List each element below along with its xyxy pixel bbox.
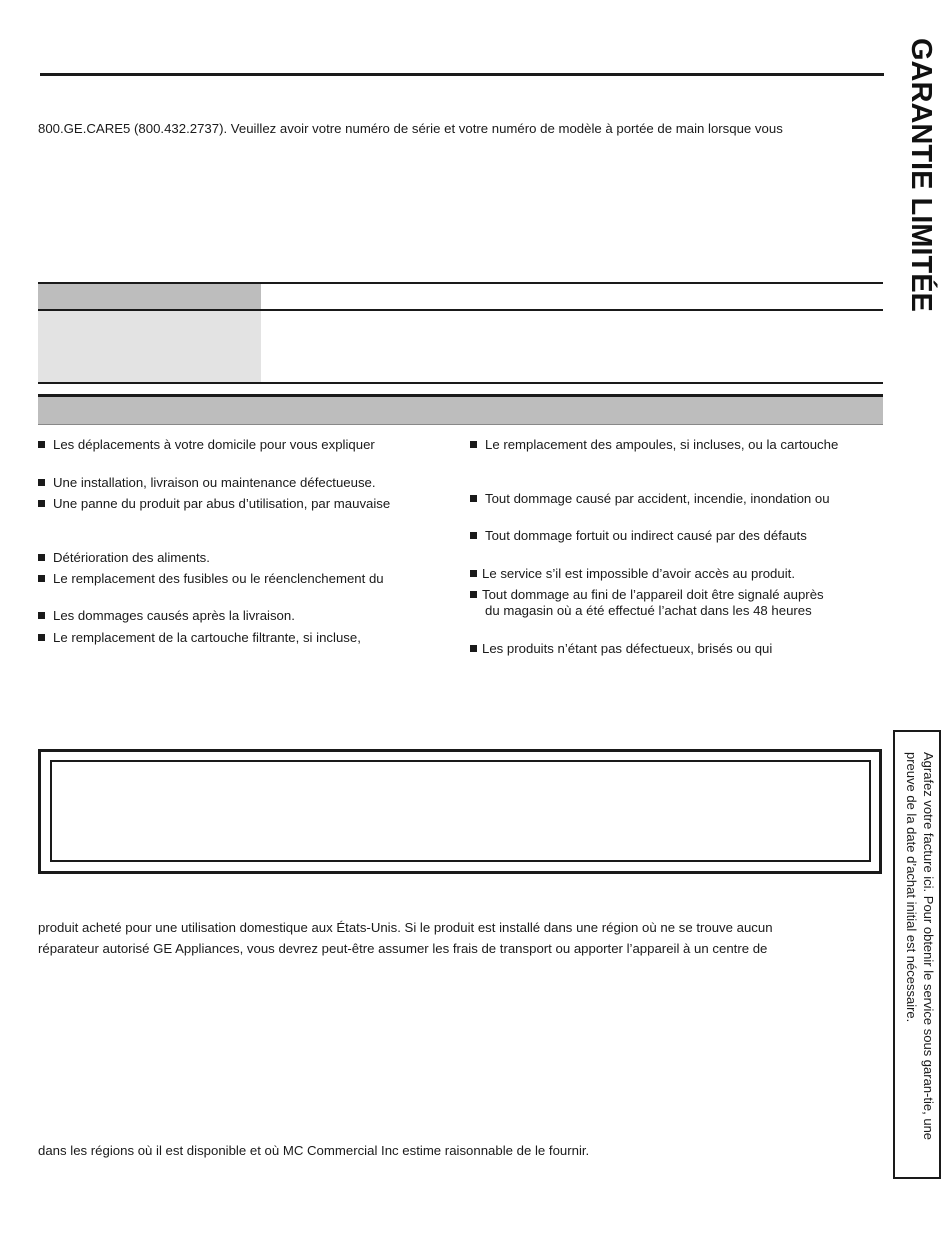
bullet-square-icon [38, 554, 45, 561]
bullet-square-icon [38, 575, 45, 582]
table-period-cell [38, 311, 261, 382]
bullet-square-icon [470, 495, 477, 502]
bullet-square-icon [38, 612, 45, 619]
top-rule [40, 73, 884, 76]
bullet-square-icon [38, 441, 45, 448]
exclusion-item: Les produits n’étant pas défectueux, brisés ou qui [470, 641, 772, 657]
exclusion-item: Tout dommage fortuit ou indirect causé par des défauts [470, 528, 807, 544]
exclusion-item: Tout dommage causé par accident, incendie, inondation ou [470, 491, 830, 507]
exclusions-header-bar [38, 397, 883, 424]
exclusions-header-bottom-rule [38, 424, 883, 425]
exclusion-item: Les dommages causés après la livraison. [38, 608, 295, 624]
staple-receipt-note: Agrafez votre facture ici. Pour obtenir le service sous garan-tie, une preuve de la date d’achat initial est nécessaire. [904, 752, 936, 1141]
bullet-square-icon [470, 570, 477, 577]
bullet-square-icon [470, 645, 477, 652]
intro-text: 800.GE.CARE5 (800.432.2737). Veuillez avoir votre numéro de série et votre numéro de modèle à portée de main lorsque vous [38, 121, 783, 136]
notice-box-inner [50, 760, 871, 862]
closing-text: dans les régions où il est disponible et où MC Commercial Inc estime raisonnable de le fournir. [38, 1143, 590, 1158]
bullet-square-icon [470, 591, 477, 598]
bullet-square-icon [38, 500, 45, 507]
exclusion-item: Le remplacement des fusibles ou le réenclenchement du [38, 571, 384, 587]
exclusion-item: Le remplacement des ampoules, si incluses, ou la cartouche [470, 437, 838, 453]
exclusion-item: Tout dommage au fini de l’appareil doit être signalé auprès du magasin où a été effectué l’achat dans les 48 heures [470, 587, 824, 619]
table-bottom-rule [38, 382, 883, 384]
exclusion-item: Détérioration des aliments. [38, 550, 210, 566]
side-title: GARANTIE LIMITÉE [905, 38, 937, 312]
bullet-square-icon [38, 634, 45, 641]
exclusion-item: Une installation, livraison ou maintenance défectueuse. [38, 475, 376, 491]
exclusion-item: Une panne du produit par abus d’utilisation, par mauvaise [38, 496, 390, 512]
bullet-square-icon [470, 441, 477, 448]
table-header-cell [38, 284, 261, 309]
body-text-line: produit acheté pour une utilisation domestique aux États-Unis. Si le produit est installé dans une région où ne se trouve aucun [38, 920, 773, 935]
exclusion-item: Le service s’il est impossible d’avoir accès au produit. [470, 566, 795, 582]
exclusion-item: Les déplacements à votre domicile pour vous expliquer [38, 437, 375, 453]
bullet-square-icon [470, 532, 477, 539]
body-text-line: réparateur autorisé GE Appliances, vous devrez peut-être assumer les frais de transport ou apporter l’appareil à un centre de [38, 941, 768, 956]
bullet-square-icon [38, 479, 45, 486]
exclusion-item: Le remplacement de la cartouche filtrante, si incluse, [38, 630, 361, 646]
